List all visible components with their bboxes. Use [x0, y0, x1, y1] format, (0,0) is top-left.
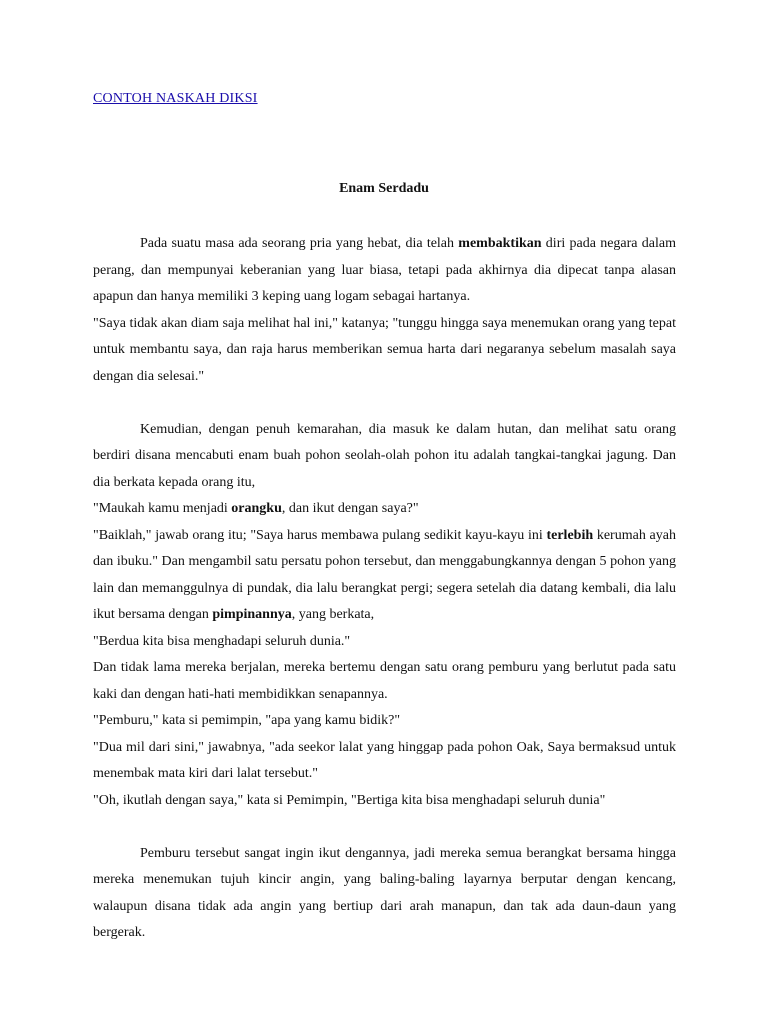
story-body [93, 231, 676, 947]
bold-word-pimpinannya: pimpinannya [212, 607, 292, 622]
paragraph-1-text-c: diri pada negara dalam perang, dan mempunyai keberanian yang luar biasa, tetapi pada akhirnya dia dipecat tanpa alasan apapun dan hanya memiliki 3 keping uang logam sebagai hartanya. [93, 236, 676, 304]
paragraph-3: Kemudian, dengan penuh kemarahan, dia masuk ke dalam hutan, dan melihat satu orang berdiri disana mencabuti enam buah pohon seolah-olah pohon itu adalah tangkai-tangkai jagung. Dan dia berkata kepada orang itu, [93, 421, 676, 490]
paragraph-1 [93, 231, 676, 311]
paragraph-4-text-c: , dan ikut dengan saya?" [281, 501, 419, 516]
paragraph-5 [93, 523, 676, 629]
document-heading-link[interactable]: CONTOH NASKAH DIKSI [93, 91, 258, 106]
story-title: Enam Serdadu [339, 181, 429, 196]
paragraph-2: "Saya tidak akan diam saja melihat hal ini," katanya; "tunggu hingga saya menemukan orang yang tepat untuk membantu saya, dan raja harus memberikan semua harta dari negaranya sebelum masalah saya dengan dia selesai." [93, 315, 676, 384]
bold-word-orangku: orangku [231, 501, 282, 516]
paragraph-5-text-a: "Baiklah," jawab orang itu; "Saya harus membawa pulang sedikit kayu-kayu ini [93, 527, 547, 543]
paragraph-5-text-c: kerumah ayah dan ibuku." Dan mengambil satu persatu pohon tersebut, dan menggabungkannya dengan 5 pohon yang lain dan memanggulnya di pundak, dia lalu berangkat pergi; segera setelah dia datang kembali, dia lalu ikut bersama dengan [93, 527, 676, 622]
paragraph-11: Pemburu tersebut sangat ingin ikut dengannya, jadi mereka semua berangkat bersama hingga mereka menemukan tujuh kincir angin, yang baling-baling layarnya berputar dengan kencang, walaupun disana tidak ada angin yang bertiup dari arah manapun, dan tak ada daun-daun yang bergerak. [93, 845, 676, 940]
bold-word-membaktikan: membaktikan [458, 236, 542, 251]
paragraph-1-text-a: Pada suatu masa ada seorang pria yang hebat, dia telah [140, 236, 459, 251]
paragraph-spacer [93, 814, 676, 841]
paragraph-4 [93, 496, 676, 523]
paragraph-8: "Pemburu," kata si pemimpin, "apa yang kamu bidik?" [93, 713, 401, 728]
paragraph-spacer [93, 390, 676, 417]
paragraph-10: "Oh, ikutlah dengan saya," kata si Pemimpin, "Bertiga kita bisa menghadapi seluruh dunia" [93, 792, 606, 808]
paragraph-6: "Berdua kita bisa menghadapi seluruh dunia." [93, 633, 351, 649]
paragraph-9: "Dua mil dari sini," jawabnya, "ada seekor lalat yang hinggap pada pohon Oak, Saya bermaksud untuk menembak mata kiri dari lalat tersebut." [93, 739, 676, 781]
bold-word-terlebih: terlebih [546, 527, 594, 543]
paragraph-4-text-a: "Maukah kamu menjadi [93, 501, 232, 516]
paragraph-7: Dan tidak lama mereka berjalan, mereka bertemu dengan satu orang pemburu yang berlutut pada satu kaki dan dengan hati-hati membidikkan senapannya. [93, 660, 676, 702]
paragraph-5-text-e: , yang berkata, [291, 607, 375, 622]
